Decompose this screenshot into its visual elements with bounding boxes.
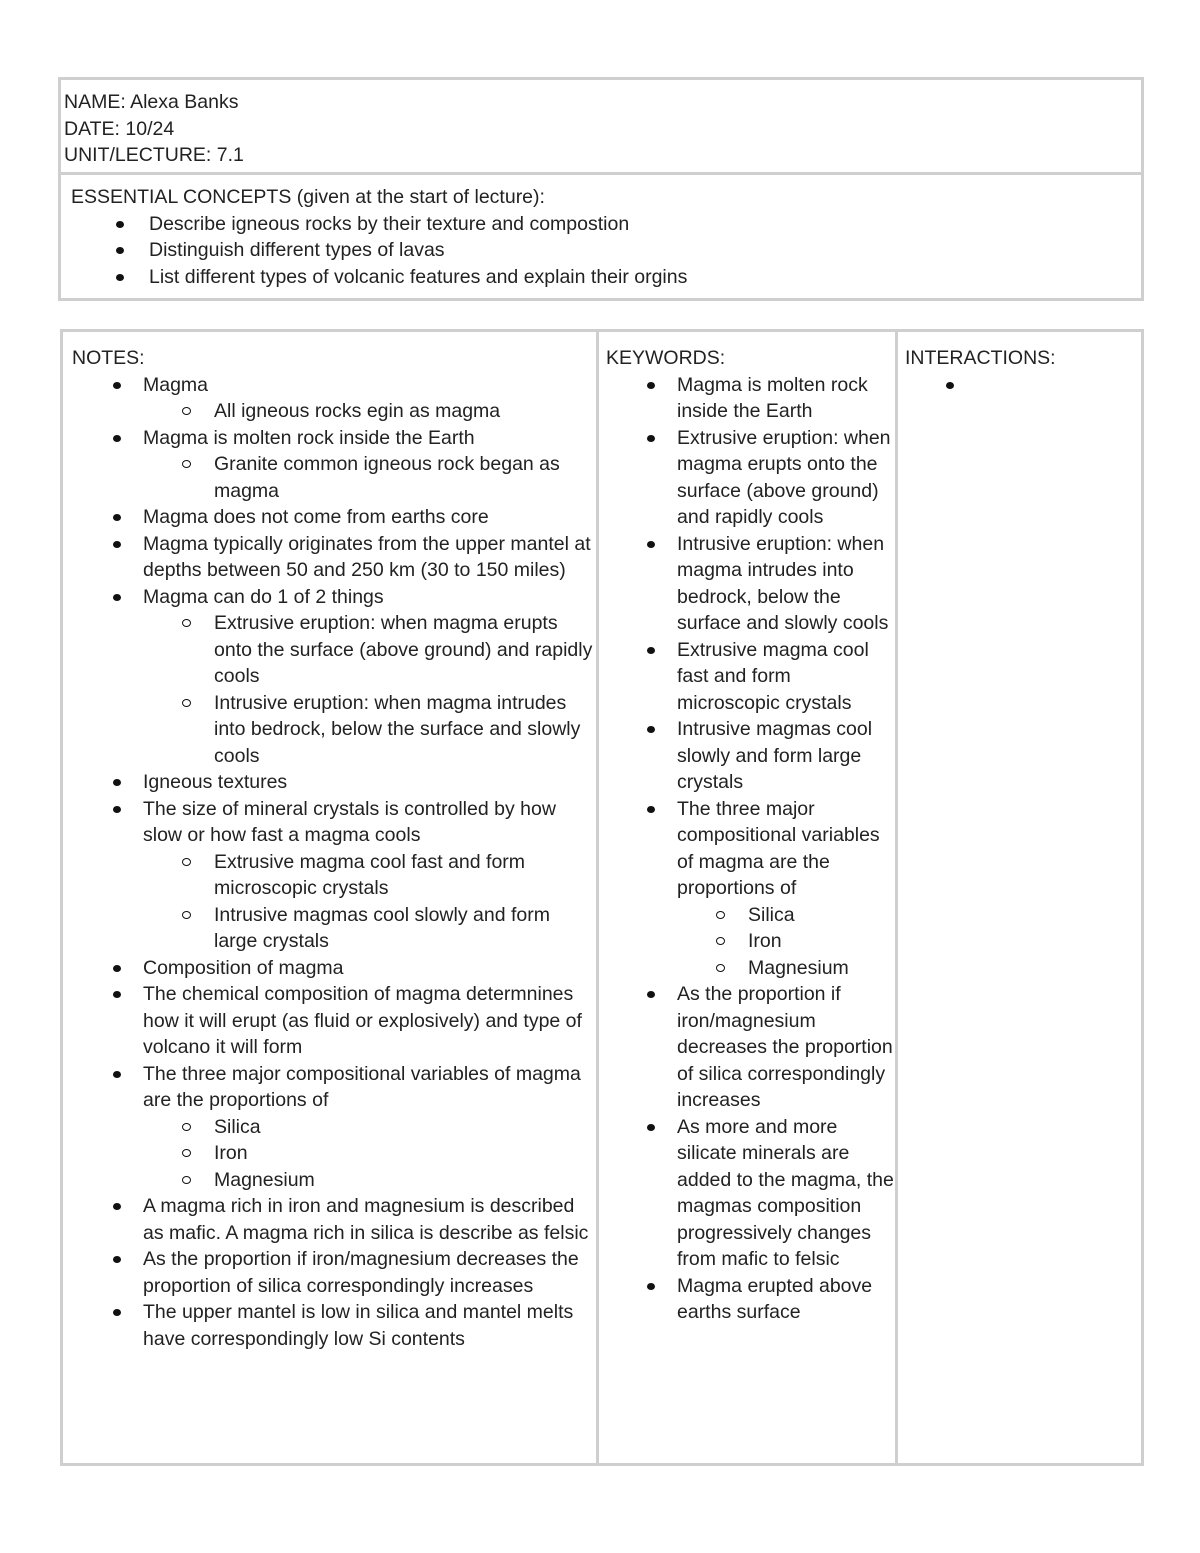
concept-item: Describe igneous rocks by their texture and compostion (71, 211, 687, 238)
sub-list-item (143, 1167, 598, 1194)
hollow-bullet-icon (716, 911, 725, 919)
list-item (72, 1193, 598, 1246)
sub-list-item-text: Magnesium (748, 956, 849, 979)
list-item-text: The size of mineral crystals is controlled by how slow or how fast a magma cools (143, 797, 556, 846)
list-item (606, 796, 896, 982)
list-item-text: The three major compositional variables of magma are the proportions of (677, 797, 880, 899)
keywords-list (606, 372, 896, 1326)
list-item (72, 981, 598, 1061)
list-item-text: The chemical composition of magma determnines how it will erupt (as fluid or explosively) and type of volcano it will form (143, 983, 582, 1058)
list-item-text: The three major compositional variables of magma are the proportions of (143, 1062, 581, 1111)
list-item (905, 372, 1135, 399)
bullet-icon (113, 965, 121, 972)
list-item (606, 637, 896, 717)
sub-list (143, 849, 598, 955)
hollow-bullet-icon (182, 858, 191, 866)
notes-column (72, 345, 598, 1352)
list-item (606, 372, 896, 425)
list-item-text: As the proportion if iron/magnesium decreases the proportion of silica correspondingly increases (143, 1248, 579, 1297)
list-item (606, 981, 896, 1114)
bullet-icon (647, 806, 655, 813)
bullet-icon (113, 514, 121, 521)
notes-table (60, 329, 1144, 1466)
unit-line: UNIT/LECTURE: 7.1 (64, 144, 244, 166)
keywords-heading: KEYWORDS: (606, 347, 726, 369)
hollow-bullet-icon (182, 1149, 191, 1157)
interactions-list (905, 372, 1135, 399)
list-item-text: Extrusive eruption: when magma erupts onto the surface (above ground) and rapidly cools (677, 426, 891, 528)
date-line: DATE: 10/24 (64, 117, 175, 140)
sub-list-item (143, 398, 598, 425)
interactions-column (905, 345, 1135, 398)
list-item-text: Composition of magma (143, 956, 344, 979)
bullet-icon (647, 991, 655, 998)
hollow-bullet-icon (182, 1176, 191, 1184)
list-item (72, 796, 598, 955)
sub-list-item (143, 1114, 598, 1141)
list-item-text: As more and more silicate minerals are added to the magma, the magmas composition progressively changes from mafic to felsic (677, 1115, 894, 1270)
hollow-bullet-icon (182, 407, 191, 415)
list-item (72, 504, 598, 531)
list-item-text: Magma is molten rock inside the Earth (677, 373, 868, 422)
list-item (606, 1114, 896, 1273)
sub-list-item-text: Iron (214, 1142, 248, 1164)
sub-list-item (677, 902, 896, 929)
concept-item: Distinguish different types of lavas (71, 237, 687, 264)
bullet-icon (113, 1309, 121, 1316)
sub-list-item-text: Iron (748, 930, 782, 952)
sub-list-item (143, 451, 598, 504)
list-item-text: Magma can do 1 of 2 things (143, 585, 384, 608)
bullet-icon (113, 541, 121, 548)
sub-list-item-text: All igneous rocks egin as magma (214, 400, 501, 422)
bullet-icon (116, 247, 124, 254)
student-meta (64, 89, 244, 169)
sub-list-item-text: Intrusive eruption: when magma intrudes into bedrock, below the surface and slowly cools (214, 691, 581, 767)
concepts-heading: ESSENTIAL CONCEPTS (given at the start of lecture): (71, 186, 545, 208)
bullet-icon (647, 726, 655, 733)
hollow-bullet-icon (182, 460, 191, 468)
list-item-text: Magma erupted above earths surface (677, 1274, 873, 1323)
hollow-bullet-icon (182, 619, 191, 627)
sub-list-item (677, 928, 896, 955)
bullet-icon (113, 382, 121, 389)
list-item (72, 584, 598, 770)
list-item (72, 372, 598, 425)
bullet-icon (647, 1124, 655, 1131)
list-item (72, 531, 598, 584)
bullet-icon (113, 1203, 121, 1210)
sub-list-item (143, 1140, 598, 1167)
list-item (606, 425, 896, 531)
list-item (72, 955, 598, 982)
bullet-icon (647, 1283, 655, 1290)
hollow-bullet-icon (182, 699, 191, 707)
list-item-text: The upper mantel is low in silica and mantel melts have correspondingly low Si contents (143, 1301, 574, 1350)
sub-list-item (143, 849, 598, 902)
hollow-bullet-icon (182, 1123, 191, 1131)
list-item-text: Magma (143, 373, 209, 396)
essential-concepts (71, 184, 687, 290)
header-box (58, 77, 1144, 301)
header-divider (61, 172, 1141, 175)
list-item-text: Magma does not come from earths core (143, 506, 489, 528)
sub-list-item-text: Silica (748, 903, 795, 926)
list-item-text: Igneous textures (143, 771, 288, 793)
list-item-text: Magma typically originates from the upper mantel at depths between 50 and 250 km (30 to 150 miles) (143, 532, 591, 581)
name-line: NAME: Alexa Banks (64, 91, 239, 113)
notes-list (72, 372, 598, 1353)
bullet-icon (647, 541, 655, 548)
concepts-list (71, 211, 687, 291)
bullet-icon (647, 382, 655, 389)
keywords-column (606, 345, 896, 1326)
hollow-bullet-icon (182, 911, 191, 919)
bullet-icon (113, 991, 121, 998)
bullet-icon (647, 647, 655, 654)
bullet-icon (113, 779, 121, 786)
list-item (72, 769, 598, 796)
bullet-icon (116, 221, 124, 228)
list-item (72, 1061, 598, 1194)
bullet-icon (113, 806, 121, 813)
sub-list (143, 451, 598, 504)
sub-list-item-text: Granite common igneous rock began as magma (214, 453, 560, 502)
sub-list (143, 610, 598, 769)
list-item (72, 1246, 598, 1299)
sub-list-item-text: Silica (214, 1115, 261, 1138)
sub-list-item (143, 610, 598, 690)
sub-list-item-text: Intrusive magmas cool slowly and form large crystals (214, 903, 550, 952)
list-item (606, 716, 896, 796)
bullet-icon (647, 435, 655, 442)
hollow-bullet-icon (716, 937, 725, 945)
list-item (72, 1299, 598, 1352)
list-item-text: Intrusive eruption: when magma intrudes into bedrock, below the surface and slowly cools (677, 532, 889, 634)
list-item-text: Magma is molten rock inside the Earth (143, 426, 475, 449)
list-item (606, 1273, 896, 1326)
hollow-bullet-icon (716, 964, 725, 972)
concept-item: List different types of volcanic features and explain their orgins (71, 264, 687, 291)
sub-list-item (143, 902, 598, 955)
sub-list (677, 902, 896, 982)
sub-list-item (677, 955, 896, 982)
list-item-text: A magma rich in iron and magnesium is described as mafic. A magma rich in silica is describe as felsic (143, 1195, 589, 1244)
bullet-icon (113, 435, 121, 442)
bullet-icon (113, 1071, 121, 1078)
sub-list-item-text: Extrusive magma cool fast and form microscopic crystals (214, 850, 526, 899)
list-item-text: Intrusive magmas cool slowly and form large crystals (677, 718, 873, 793)
interactions-heading: INTERACTIONS: (905, 347, 1056, 369)
sub-list-item-text: Magnesium (214, 1168, 315, 1191)
sub-list-item-text: Extrusive eruption: when magma erupts onto the surface (above ground) and rapidly cools (214, 612, 593, 687)
bullet-icon (113, 594, 121, 601)
sub-list (143, 398, 598, 425)
sub-list-item (143, 690, 598, 770)
notes-heading: NOTES: (72, 347, 145, 369)
bullet-icon (946, 382, 954, 389)
bullet-icon (113, 1256, 121, 1263)
list-item (606, 531, 896, 637)
list-item-text: As the proportion if iron/magnesium decreases the proportion of silica correspondingly increases (677, 983, 893, 1111)
list-item-text: Extrusive magma cool fast and form microscopic crystals (677, 638, 869, 714)
list-item (72, 425, 598, 505)
list-item-text (976, 374, 981, 396)
bullet-icon (116, 274, 124, 281)
sub-list (143, 1114, 598, 1194)
